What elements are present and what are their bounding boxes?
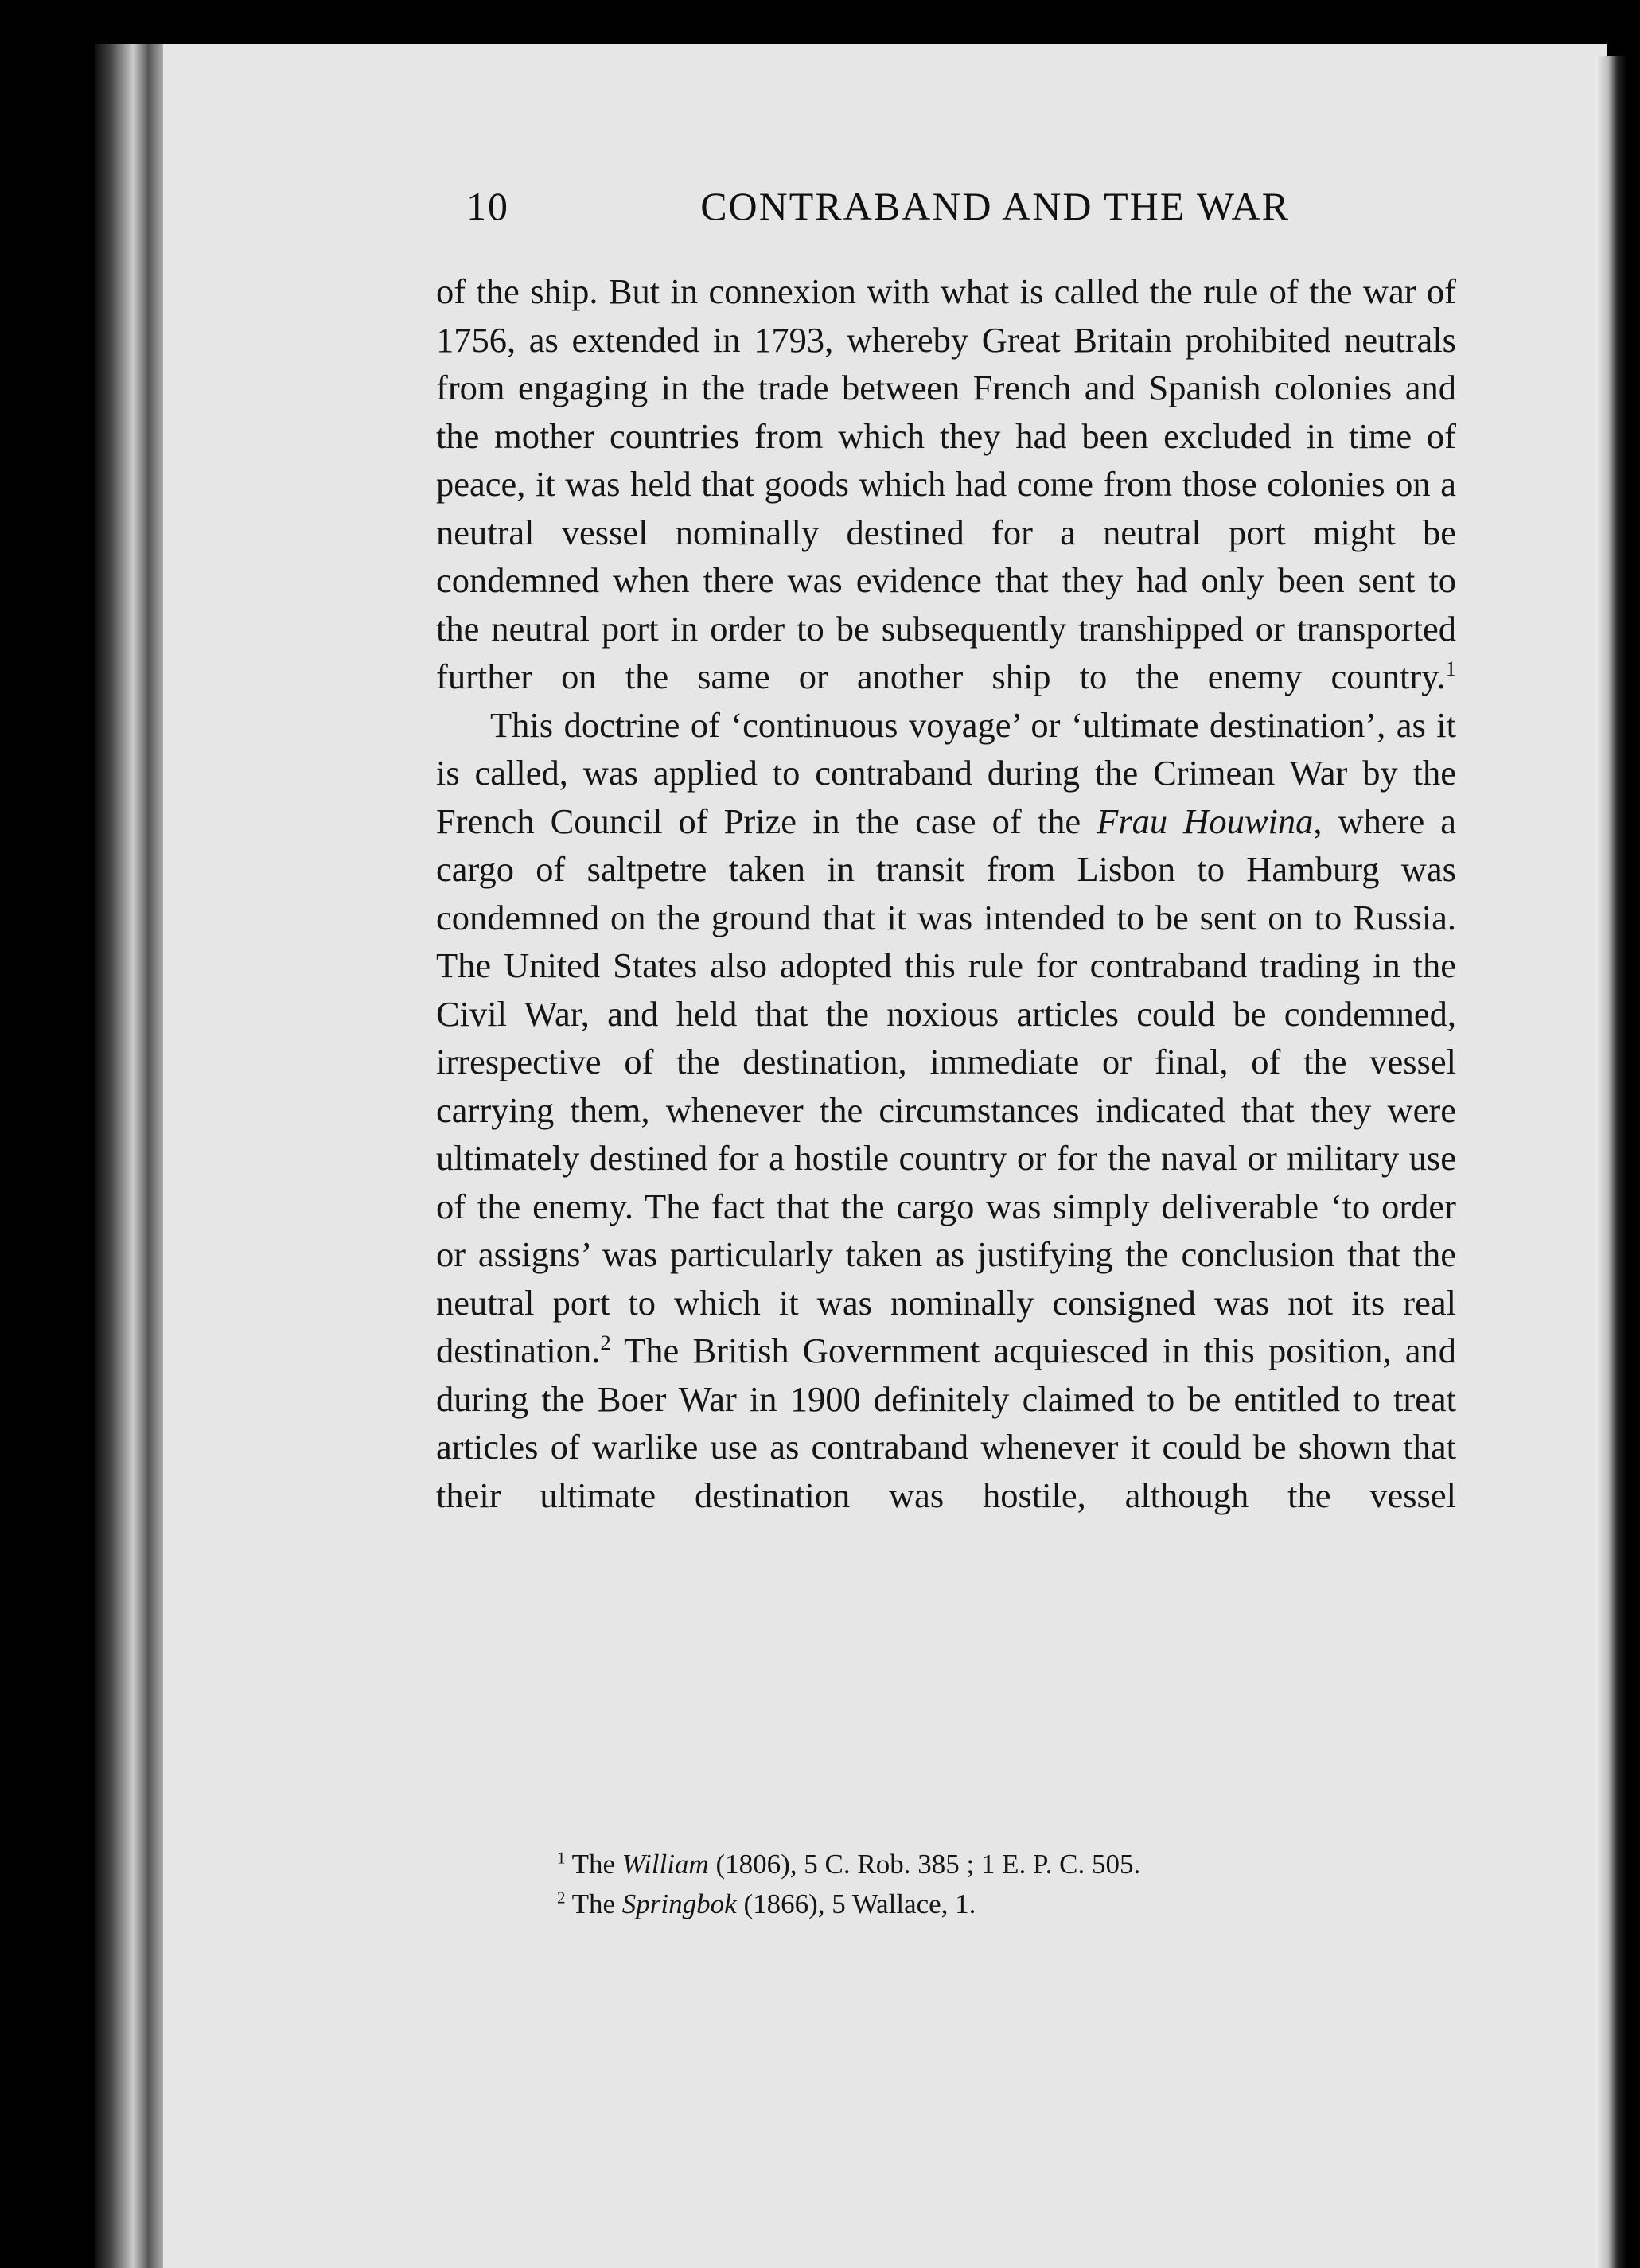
book-binding xyxy=(95,44,171,2268)
page-edge xyxy=(1595,56,1627,2268)
footnote-marker: 2 xyxy=(557,1888,566,1908)
paragraph-2-text-c: The British Government acquiesced in this position, and during the Boer War in 1900 definitely claimed to be entitled to treat articles of warlike use as contraband whenever it could be shown that their ultimate destination was hostile, although the vessel xyxy=(436,1331,1456,1515)
footnote-text: The xyxy=(571,1888,622,1919)
running-head: CONTRABAND AND THE WAR xyxy=(700,184,1290,228)
footnote-1 xyxy=(557,1845,1353,1884)
page-header xyxy=(466,183,1290,231)
footnote-italic: Springbok xyxy=(621,1888,737,1919)
paragraph-2-text-b: , where a cargo of saltpetre taken in transit from Lisbon to Hamburg was condemned on the ground that it was intended to be sent on to Russia. The United States also adopted this rule for contraband trading in the Civil War, and held that the noxious articles could be condemned, irrespective of the destination, immediate or final, of the vessel carrying them, whenever the circumstances indicated that they were ultimately destined for a hostile country or for the naval or military use of the enemy. The fact that the cargo was simply deliverable ‘to order or assigns’ was particularly taken as justifying the conclusion that the neutral port to which it was nominally consigned was not its real destination. xyxy=(436,801,1456,1370)
paragraph-2 xyxy=(436,701,1456,1520)
footnote-italic: William xyxy=(621,1849,709,1880)
paragraph-2-text-a: This doctrine of ‘continuous voyage’ or ‘ultimate destination’, as it is called, was applied to contraband during the Crimean War by the French Council of Prize in the case of the xyxy=(436,704,1456,841)
footnote-ref-1: 1 xyxy=(1445,657,1456,681)
paragraph-1-text: of the ship. But in connexion with what is called the rule of the war of 1756, as extended in 1793, whereby Great Britain prohibited neutrals from engaging in the trade between French and Spanish colonies and the mother countries from which they had been excluded in time of peace, it was held that goods which had come from those colonies on a neutral vessel nominally destined for a neutral port might be condemned when there was evidence that they had only been sent to the neutral port in order to be subsequently transhipped or transported further on the same or another ship to the enemy country. xyxy=(436,271,1456,696)
paragraph-1 xyxy=(436,267,1456,701)
body-text xyxy=(436,267,1456,1519)
footnote-marker: 1 xyxy=(557,1848,566,1868)
footnote-text: The xyxy=(571,1849,622,1880)
case-name-italic: Frau Houwina xyxy=(1097,801,1314,841)
footnote-text: (1866), 5 Wallace, 1. xyxy=(736,1888,976,1919)
page-number: 10 xyxy=(466,184,509,228)
footnote-2 xyxy=(557,1884,1353,1924)
footnote-ref-2: 2 xyxy=(600,1331,611,1355)
footnote-text: (1806), 5 C. Rob. 385 ; 1 E. P. C. 505. xyxy=(708,1849,1141,1880)
footnotes xyxy=(557,1845,1353,1924)
